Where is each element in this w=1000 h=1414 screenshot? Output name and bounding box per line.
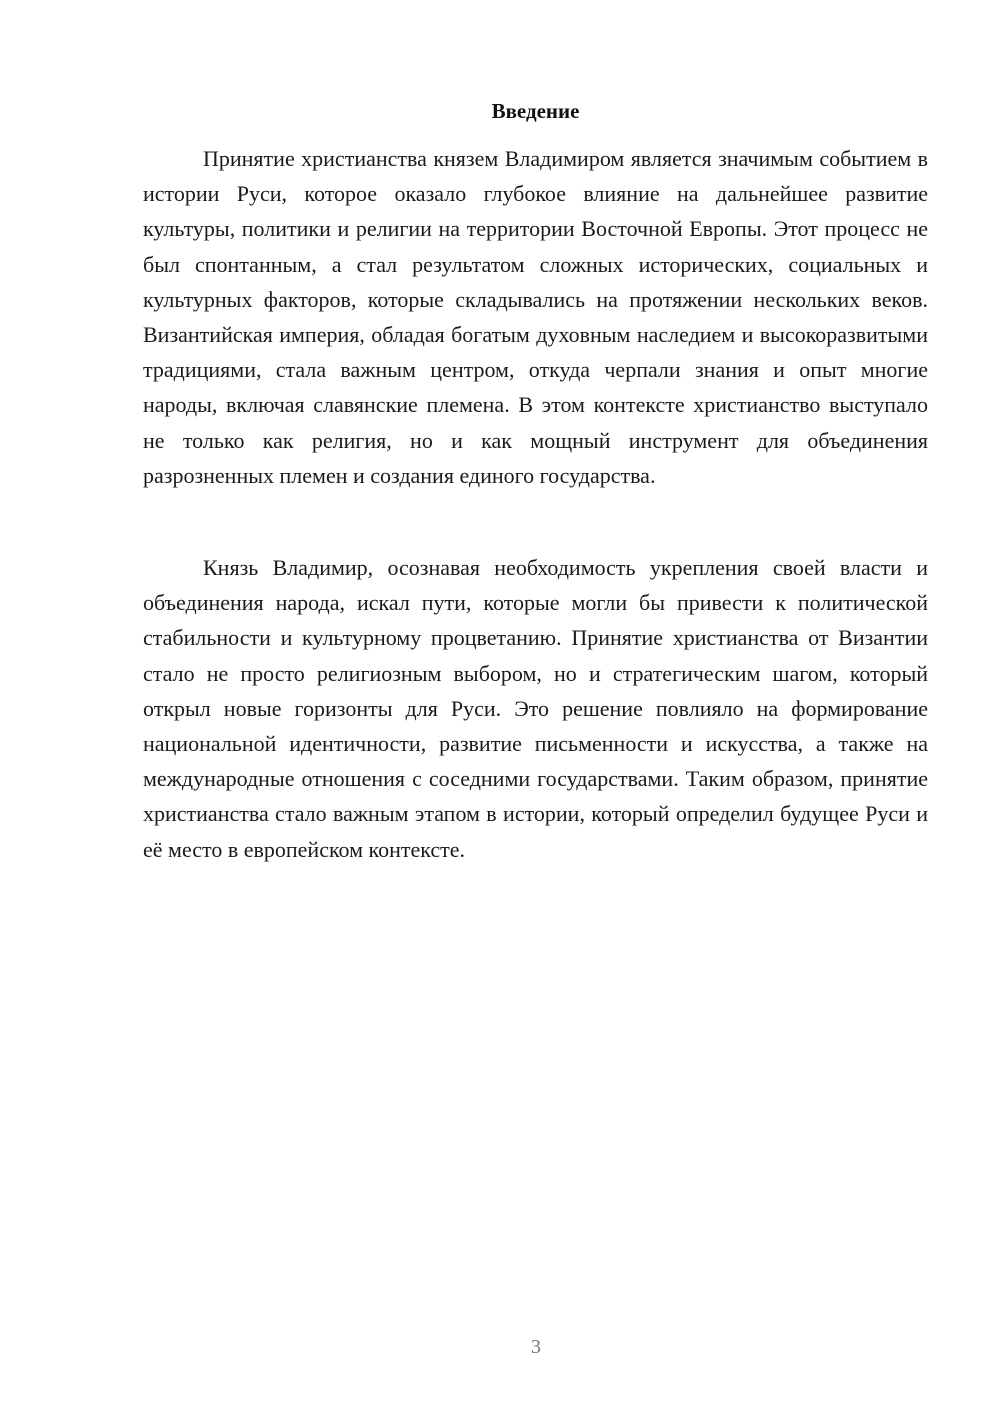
paragraph-1: Принятие христианства князем Владимиром является значимым событием в истории Руси, которое оказало глубокое влияние на дальнейшее развитие культуры, политики и религии на территории Восточной Европы. Этот процесс не был спонтанным, а стал результатом сложных исторических, социальных и культурных факторов, которые складывались на протяжении нескольких веков. Византийская империя, обладая богатым духовным наследием и высокоразвитыми традициями, стала важным центром, откуда черпали знания и опыт многие народы, включая славянские племена. В этом контексте христианство выступало не только как религия, но и как мощный инструмент для объединения разрозненных племен и создания единого государства. [143,146,928,488]
section-heading: Введение [491,99,580,123]
paragraph-2: Князь Владимир, осознавая необходимость укрепления своей власти и объединения народа, искал пути, которые могли бы привести к политической стабильности и культурному процветанию. Принятие христианства от Византии стало не просто религиозным выбором, но и стратегическим шагом, который открыл новые горизонты для Руси. Это решение повлияло на формирование национальной идентичности, развитие письменности и искусства, а также на международные отношения с соседними государствами. Таким образом, принятие христианства стало важным этапом в истории, который определил будущее Руси и её место в европейском контексте. [143,555,928,862]
page-number: 3 [531,1336,541,1358]
